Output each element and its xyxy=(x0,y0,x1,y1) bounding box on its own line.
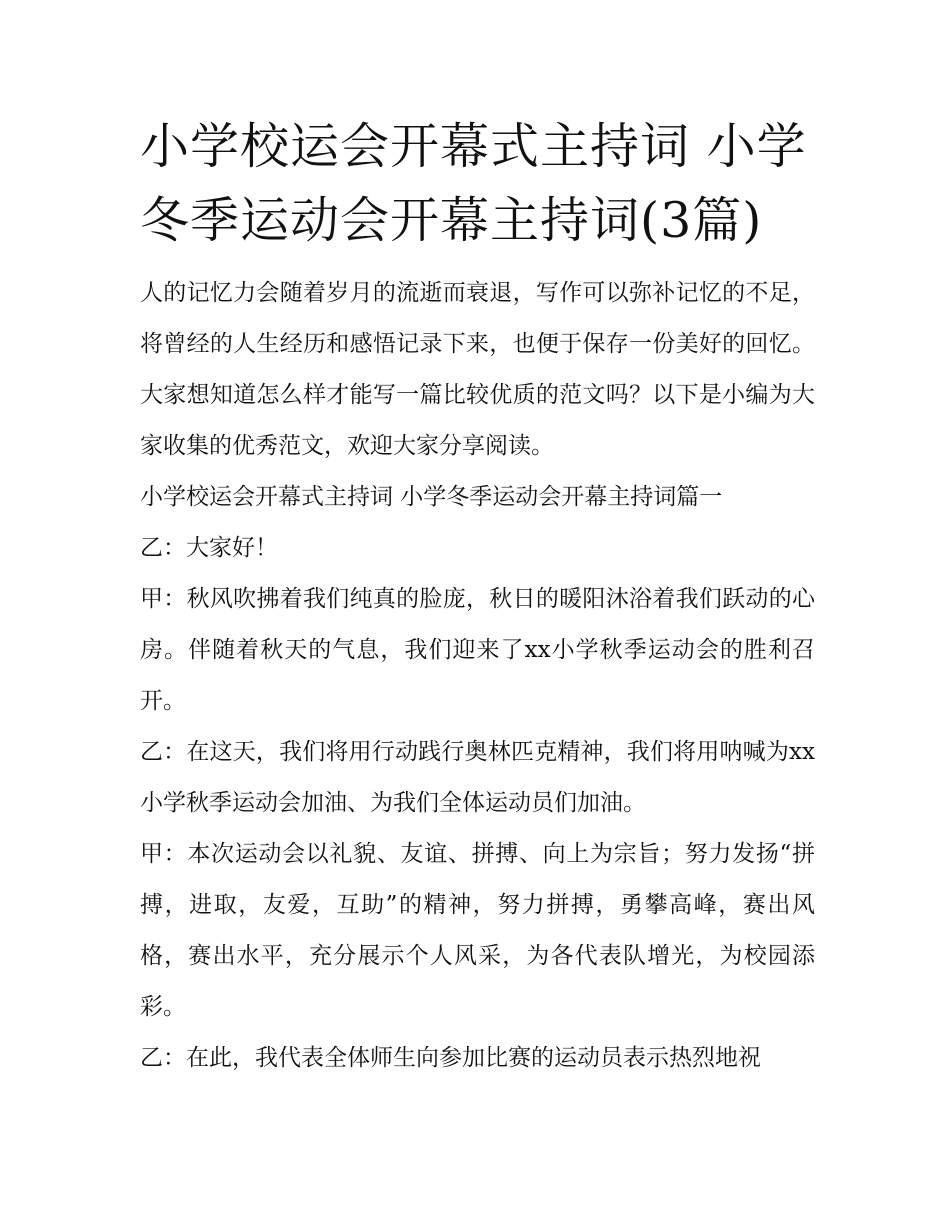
section-heading: 小学校运会开幕式主持词 小学冬季运动会开幕主持词篇一 xyxy=(140,484,723,510)
document-page xyxy=(140,110,815,1084)
document-title: 小学校运会开幕式主持词 小学冬季运动会开幕主持词(3篇) xyxy=(140,118,807,249)
dialogue-paragraph: 乙：在此，我代表全体师生向参加比赛的运动员表示热烈地祝 xyxy=(140,1045,761,1071)
dialogue-paragraph: 甲：秋风吹拂着我们纯真的脸庞，秋日的暖阳沐浴着我们跃动的心房。伴随着秋天的气息，我们迎来了xx小学秋季运动会的胜利召开。 xyxy=(140,586,815,714)
dialogue-paragraph: 乙：在这天，我们将用行动践行奥林匹克精神，我们将用呐喊为xx小学秋季运动会加油、为我们全体运动员们加油。 xyxy=(140,739,815,816)
dialogue-paragraph: 甲：本次运动会以礼貌、友谊、拼搏、向上为宗旨；努力发扬“拼搏，进取，友爱，互助”的精神，努力拼搏，勇攀高峰，赛出风格，赛出水平，充分展示个人风采，为各代表队增光，为校园添彩。 xyxy=(140,841,815,1020)
dialogue-paragraph: 乙：大家好！ xyxy=(140,535,278,561)
intro-paragraph: 人的记忆力会随着岁月的流逝而衰退，写作可以弥补记忆的不足，将曾经的人生经历和感悟记录下来，也便于保存一份美好的回忆。大家想知道怎么样才能写一篇比较优质的范文吗？以下是小编为大家收集的优秀范文，欢迎大家分享阅读。 xyxy=(140,280,815,459)
